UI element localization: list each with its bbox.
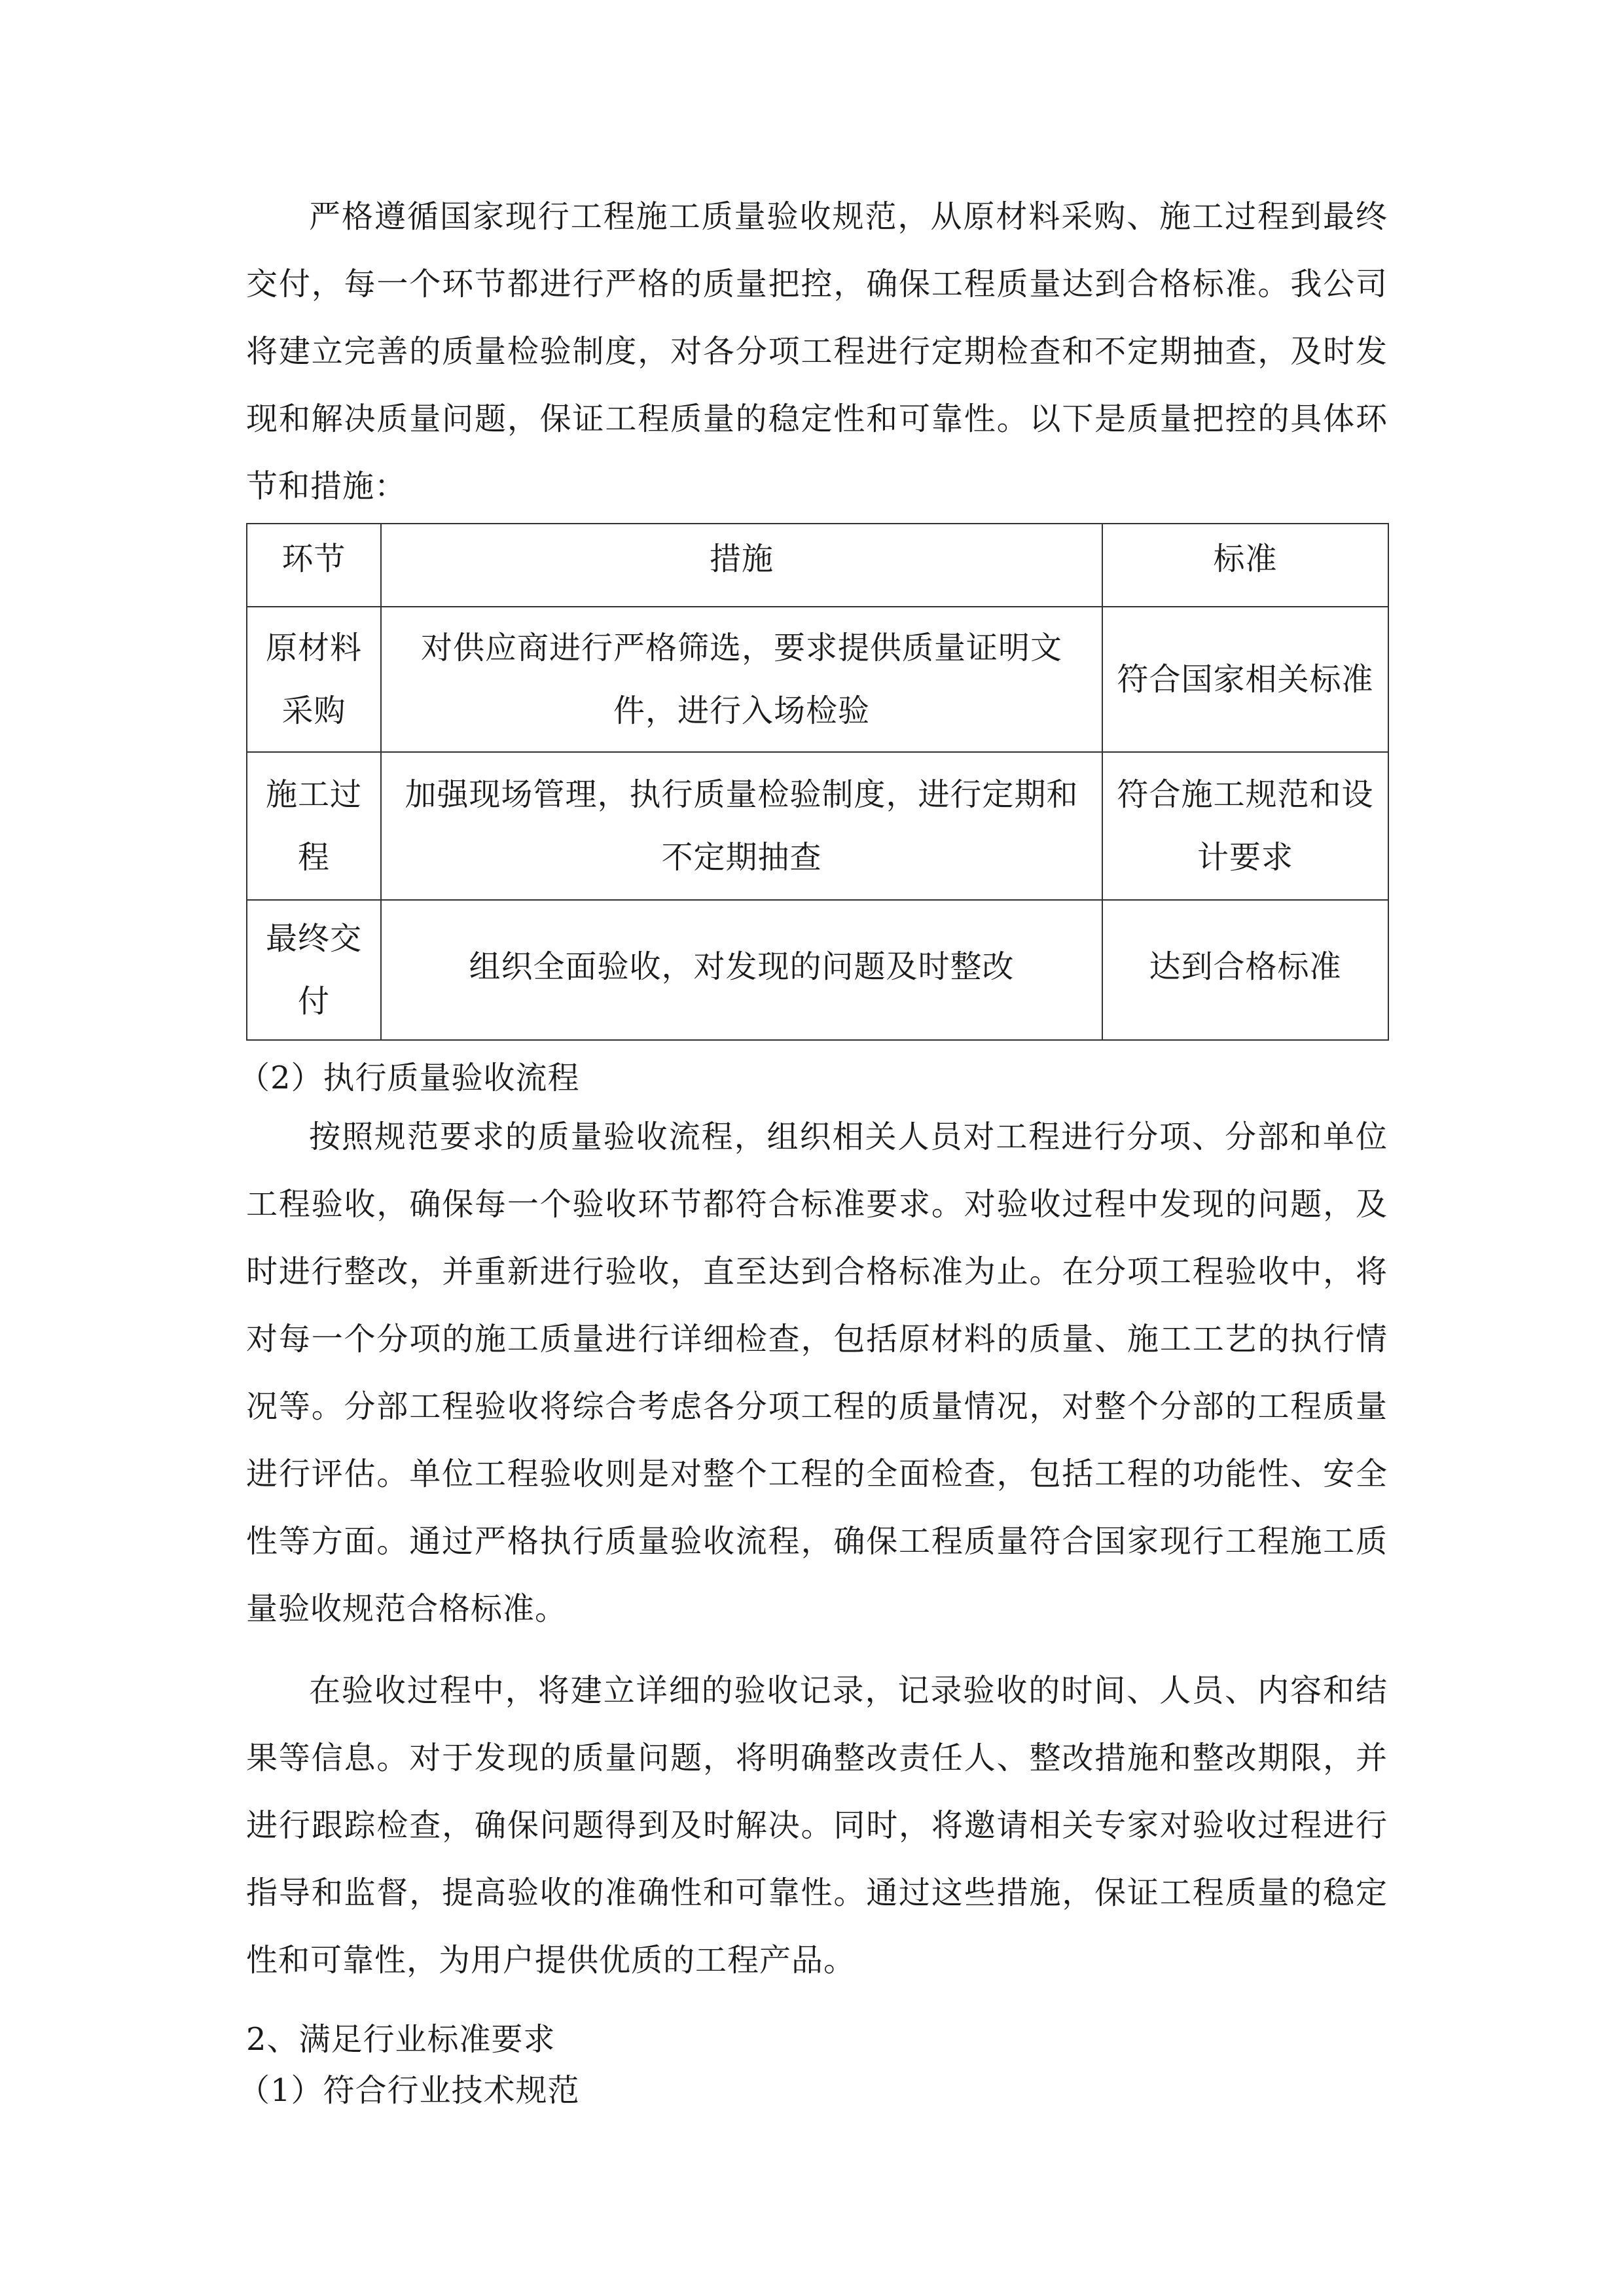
table-cell-stage: 最终交付 — [247, 900, 381, 1040]
table-cell-standard: 符合国家相关标准 — [1102, 607, 1388, 752]
table-cell-measure: 对供应商进行严格筛选，要求提供质量证明文件，进行入场检验 — [381, 607, 1102, 752]
section-2-paragraph-2: 在验收过程中，将建立详细的验收记录，记录验收的时间、人员、内容和结果等信息。对于发现的质量问题，将明确整改责任人、整改措施和整改期限，并进行跟踪检查，确保问题得到及时解决。同时，将邀请相关专家对验收过程进行指导和监督，提高验收的准确性和可靠性。通过这些措施，保证工程质量的稳定性和可靠性，为用户提供优质的工程产品。 — [246, 1672, 1388, 1979]
table-cell-measure: 组织全面验收，对发现的问题及时整改 — [381, 900, 1102, 1040]
table-row — [247, 752, 1388, 900]
table-row — [247, 607, 1388, 752]
table-cell-stage: 施工过程 — [247, 752, 381, 900]
table-header-measure: 措施 — [381, 524, 1102, 607]
document-page — [238, 183, 1388, 2116]
section-heading-2: 2、满足行业标准要求 — [246, 2021, 556, 2058]
table-cell-standard: 达到合格标准 — [1102, 900, 1388, 1040]
table-header-stage: 环节 — [247, 524, 381, 607]
section-2-heading: （2）执行质量验收流程 — [238, 1060, 580, 1096]
quality-control-table — [246, 523, 1389, 1041]
section-2-paragraph-1: 按照规范要求的质量验收流程，组织相关人员对工程进行分项、分部和单位工程验收，确保每一个验收环节都符合标准要求。对验收过程中发现的问题，及时进行整改，并重新进行验收，直至达到合格标准为止。在分项工程验收中，将对每一个分项的施工质量进行详细检查，包括原材料的质量、施工工艺的执行情况等。分部工程验收将综合考虑各分项工程的质量情况，对整个分部的工程质量进行评估。单位工程验收则是对整个工程的全面检查，包括工程的功能性、安全性等方面。通过严格执行质量验收流程，确保工程质量符合国家现行工程施工质量验收规范合格标准。 — [246, 1119, 1388, 1627]
subsection-heading-1: （1）符合行业技术规范 — [238, 2072, 580, 2109]
table-header-standard: 标准 — [1102, 524, 1388, 607]
table-header-row — [247, 524, 1388, 607]
intro-paragraph: 严格遵循国家现行工程施工质量验收规范，从原材料采购、施工过程到最终交付，每一个环节都进行严格的质量把控，确保工程质量达到合格标准。我公司将建立完善的质量检验制度，对各分项工程进行定期检查和不定期抽查，及时发现和解决质量问题，保证工程质量的稳定性和可靠性。以下是质量把控的具体环节和措施： — [246, 198, 1388, 505]
table-cell-standard: 符合施工规范和设计要求 — [1102, 752, 1388, 900]
table-cell-measure: 加强现场管理，执行质量检验制度，进行定期和不定期抽查 — [381, 752, 1102, 900]
table-cell-stage: 原材料采购 — [247, 607, 381, 752]
table-row — [247, 900, 1388, 1040]
